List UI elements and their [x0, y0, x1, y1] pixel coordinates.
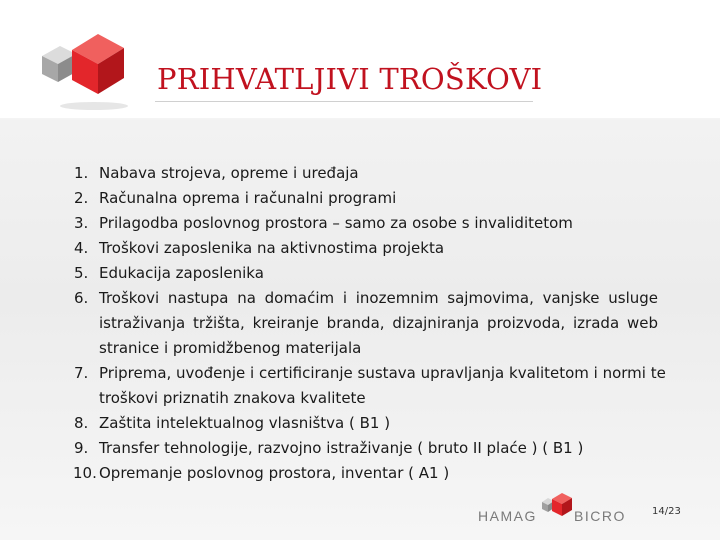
hamag-bicro-logo: [478, 490, 638, 530]
list-item: 8. Zaštita intelektualnog vlasništva ( B1 ): [74, 414, 391, 432]
page-number: 14/23: [652, 506, 681, 517]
cubes-logo-icon: [36, 28, 136, 118]
list-item: 2. Računalna oprema i računalni programi: [74, 189, 397, 207]
list-item: 9. Transfer tehnologije, razvojno istraživanje ( bruto II plaće ) ( B1 ): [74, 439, 584, 457]
title-underline: [155, 101, 533, 102]
cost-list: [74, 161, 674, 486]
logo-text-hamag: HAMAG: [478, 508, 537, 524]
list-item: 1. Nabava strojeva, opreme i uređaja: [74, 164, 359, 182]
list-item: 10. Opremanje poslovnog prostora, inventar ( A1 ): [73, 464, 450, 482]
list-item: 3. Prilagodba poslovnog prostora – samo za osobe s invaliditetom: [74, 214, 573, 232]
list-item: 7. Priprema, uvođenje i certificiranje sustava upravljanja kvalitetom i normi te troškovi priznatih znakova kvalitete: [74, 364, 666, 407]
list-item: 5. Edukacija zaposlenika: [74, 264, 264, 282]
list-item: 4. Troškovi zaposlenika na aktivnostima projekta: [74, 239, 445, 257]
page-title: PRIHVATLJIVI TROŠKOVI: [157, 62, 543, 96]
list-item: 6. Troškovi nastupa na domaćim i inozemnim sajmovima, vanjske usluge istraživanja tržišta, kreiranje branda, dizajniranja proizvoda, izrada web stranice i promidžbenog materijala: [74, 289, 658, 357]
logo-text-bicro: BICRO: [574, 508, 626, 524]
